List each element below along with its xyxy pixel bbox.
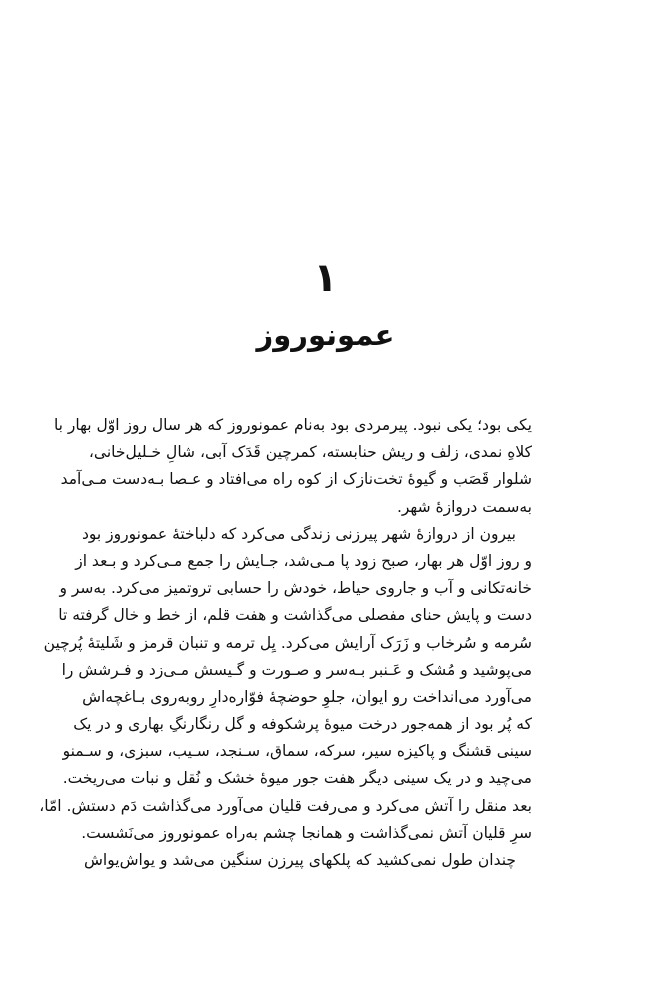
text-line: بیرون از دروازهٔ شهر پیرزنی زندگی می‌کرد که دلباختهٔ عمونوروز بود <box>82 524 516 543</box>
text-line: به‌سمت دروازهٔ شهر. <box>396 497 532 516</box>
text-line: که پُر بود از همه‌جور درخت میوهٔ پرشکوفه و گل رنگارنگِ بهاری و در یک <box>73 715 532 734</box>
chapter-title: عمونوروز <box>256 318 395 352</box>
text-line: دست و پایش حنای مفصلی می‌گذاشت و هفت قلم، از خط و خال گرفته تا <box>58 606 532 625</box>
text-line: سینی قشنگ و پاکیزه سیر، سرکه، سماق، سـنجد، سـیب، سبزی، و سـمنو <box>62 742 532 761</box>
chapter-body <box>39 412 532 874</box>
text-line: سرِ قلیان آتش نمی‌گذاشت و همانجا چشم به‌راه عمونوروز می‌نَشست. <box>81 823 532 842</box>
text-line: می‌پوشید و مُشک و عَـنبر بـه‌سر و صـورت و گـیسش مـی‌زد و فـرشش را <box>61 660 532 679</box>
text-line: یکی بود؛ یکی نبود. پیرمردی بود به‌نام عمونوروز که هر سال روز اوّل بهار با <box>53 416 532 434</box>
text-line: خانه‌تکانی و آب و جاروی حیاط، خودش را حسابی تروتمیز می‌کرد. به‌سر و <box>59 579 532 598</box>
text-line: و روز اوّل هر بهار، صبح زود پا مـی‌شد، جـایش را جمع مـی‌کرد و بـعد از <box>75 551 532 570</box>
text-line: می‌چید و در یک سینی دیگر هفت جور میوهٔ خشک و نُقل و نبات می‌ریخت. <box>62 769 532 788</box>
text-line: بعد منقل را آتش می‌کرد و می‌رفت قلیان می‌آورد می‌گذاشت دَم دستش. امّا، <box>39 796 532 815</box>
text-line: کلاهِ نمدی، زلف و ریش حنابسته، کمرچین قَدَک آبی، شالِ خـلیل‌خانی، <box>88 443 532 462</box>
text-line: چندان طول نمی‌کشید که پلکهای پیرزن سنگین می‌شد و یواش‌یواش <box>84 851 516 869</box>
chapter-number: ۱ <box>313 255 338 301</box>
text-line: سُرمه و سُرخاب و زَرَک آرایش می‌کرد. یِل ترمه و تنبان قرمز و شَلیتهٔ پُرچین <box>43 633 532 652</box>
text-line: شلوار قَصَب و گیوهٔ تخت‌نازک از کوه راه می‌افتاد و عـصا بـه‌دست مـی‌آمد <box>60 470 532 489</box>
text-line: می‌آورد می‌انداخت رو ایوان، جلوِ حوضچهٔ فوّاره‌دارِ روبه‌روی بـاغچه‌اش <box>82 687 532 706</box>
